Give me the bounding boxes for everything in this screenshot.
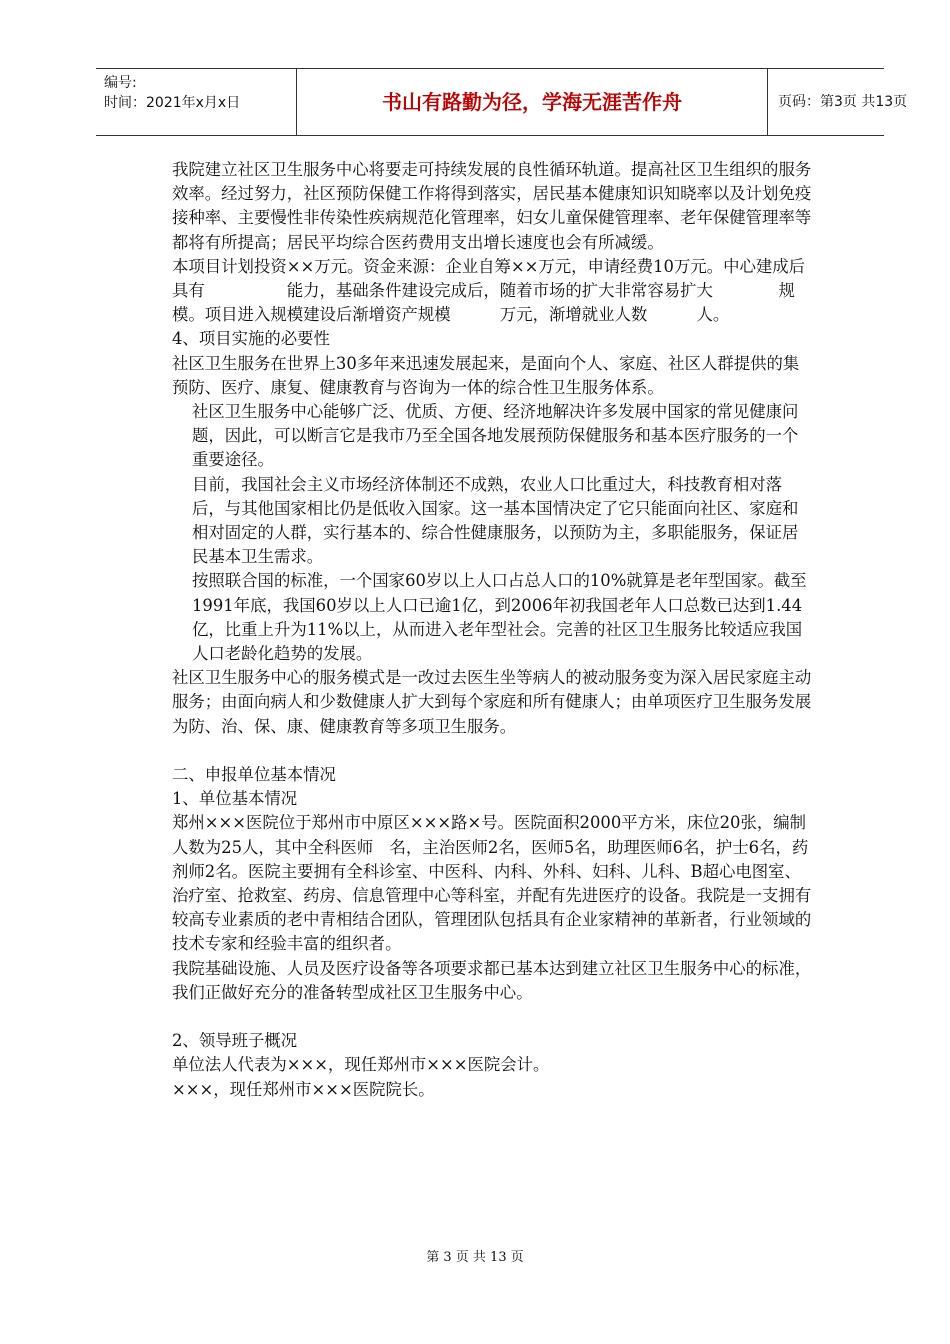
subsection-heading: 1、单位基本情况: [172, 789, 298, 809]
paragraph: 目前，我国社会主义市场经济体制还不成熟，农业人口比重过大，科技教育相对落后，与其他国家相比仍是低收入国家。这一基本国情决定了它只能面向社区、家庭和相对固定的人群，实行基本的、综合性健康服务，以预防为主，多职能服务，保证居民基本卫生需求。: [192, 474, 799, 567]
paragraph: 社区卫生服务中心能够广泛、优质、方便、经济地解决许多发展中国家的常见健康问题，因此，可以断言它是我市乃至全国各地发展预防保健服务和基本医疗服务的一个重要途径。: [192, 402, 799, 470]
header-motto: 书山有路勤为径，学海无涯苦作舟: [296, 69, 768, 135]
paragraph: 社区卫生服务中心的服务模式是一改过去医生坐等病人的被动服务变为深入居民家庭主动服务；由面向病人和少数健康人扩大到每个家庭和所有健康人；由单项医疗卫生服务发展为防、治、保、康、健康教育等多项卫生服务。: [172, 668, 812, 736]
document-time-label: 时间：2021年x月x日: [104, 95, 241, 111]
header-page-number: 页码：第3页 共13页: [778, 94, 908, 110]
section-heading: 4、项目实施的必要性: [172, 329, 330, 349]
paragraph: 我院基础设施、人员及医疗设备等各项要求都已基本达到建立社区卫生服务中心的标准，我们正做好充分的准备转型成社区卫生服务中心。: [172, 958, 812, 1002]
document-number-label: 编号:: [104, 75, 137, 91]
page-footer: 第 3 页 共 13 页: [426, 1250, 524, 1265]
paragraph: 按照联合国的标准，一个国家60岁以上人口占总人口的10%就算是老年型国家。截至1991年底，我国60岁以上人口已逾1亿，到2006年初我国老年人口总数已达到1.44亿，比重上升为11%以上，从而进入老年型社会。完善的社区卫生服务比较适应我国人口老龄化趋势的发展。: [192, 571, 807, 664]
paragraph: 本项目计划投资××万元。资金来源：企业自筹××万元，申请经费10万元。中心建成后具有 能力，基础条件建设完成后，随着市场的扩大非常容易扩大 规模。项目进入规模建设后渐增资产规模 万元，渐增就业人数 人。: [172, 256, 806, 325]
document-body: [172, 158, 812, 1102]
subsection-heading: 2、领导班子概况: [172, 1031, 298, 1051]
paragraph: ×××，现任郑州市×××医院院长。: [172, 1079, 435, 1099]
page-header: [96, 68, 908, 136]
header-meta: [96, 69, 296, 135]
section-heading: 二、申报单位基本情况: [172, 765, 336, 785]
paragraph: 我院建立社区卫生服务中心将要走可持续发展的良性循环轨道。提高社区卫生组织的服务效率。经过努力，社区预防保健工作将得到落实，居民基本健康知识知晓率以及计划免疫接种率、主要慢性非传染性疾病规范化管理率，妇女儿童保健管理率、老年保健管理率等都将有所提高；居民平均综合医药费用支出增长速度也会有所减缓。: [172, 160, 812, 252]
paragraph: 郑州×××医院位于郑州市中原区×××路×号。医院面积2000平方米，床位20张，编制人数为25人，其中全科医师 名，主治医师2名，医师5名，助理医师6名，护士6名，药剂师2名。医院主要拥有全科诊室、中医科、内科、外科、妇科、儿科、B超心电图室、治疗室、抢救室、药房、信息管理中心等科室，并配有先进医疗的设备。我院是一支拥有较高专业素质的老中青相结合团队，管理团队包括具有企业家精神的革新者，行业领域的技术专家和经验丰富的组织者。: [172, 813, 812, 954]
spacer: [172, 739, 812, 763]
paragraph: 单位法人代表为×××，现任郑州市×××医院会计。: [172, 1055, 550, 1075]
spacer: [172, 1005, 812, 1029]
paragraph: 社区卫生服务在世界上30多年来迅速发展起来，是面向个人、家庭、社区人群提供的集预防、医疗、康复、健康教育与咨询为一体的综合性卫生服务体系。: [172, 353, 800, 397]
